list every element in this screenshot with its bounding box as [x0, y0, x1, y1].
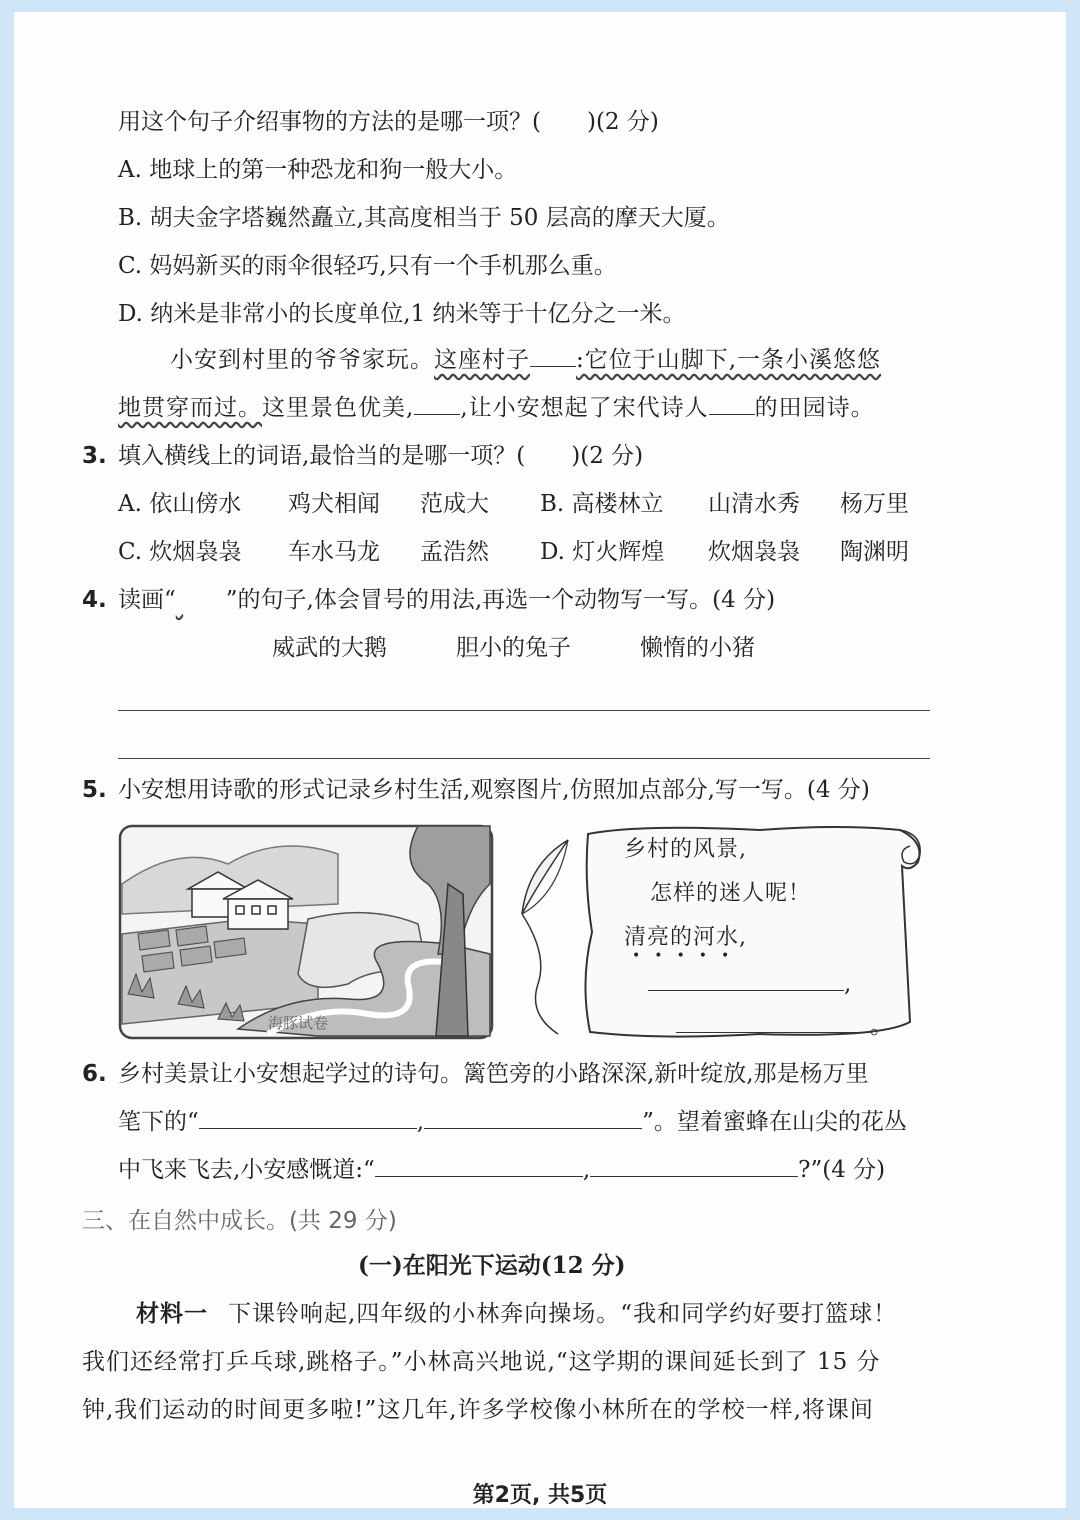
- material-label: 材料一: [136, 1300, 208, 1327]
- answer-blank[interactable]: [530, 346, 576, 367]
- q2-stem: 用这个句子介绍事物的方法的是哪一项？( )(2 分): [118, 109, 659, 135]
- q3-number: 3.: [82, 443, 107, 469]
- answer-line-2[interactable]: [118, 758, 930, 759]
- q4-choice-goose: 威武的大鹅: [272, 635, 387, 661]
- q3-option-d: D. 灯火辉煌: [540, 539, 665, 565]
- q6-line-1: 乡村美景让小安想起学过的诗句。篱笆旁的小路深深,新叶绽放,那是杨万里: [118, 1061, 869, 1087]
- q3-option-c: C. 炊烟袅袅: [118, 539, 242, 565]
- q3-option-c-word2: 车水马龙: [288, 539, 380, 565]
- passage-line-1: 小安到村里的爷爷家玩。这座村子 :它位于山脚下,一条小溪悠悠: [170, 347, 882, 373]
- exam-page: [14, 12, 1066, 1508]
- q3-option-d-poet: 陶渊明: [840, 539, 909, 565]
- q3-stem: 填入横线上的词语,最恰当的是哪一项？( )(2 分): [118, 443, 644, 469]
- q2-option-b: B. 胡夫金字塔巍然矗立,其高度相当于 50 层高的摩天大厦。: [118, 205, 730, 231]
- section-3-title: 三、在自然中成长。(共 29 分): [82, 1208, 397, 1234]
- scroll-line-1: 乡村的风景,: [624, 837, 747, 862]
- answer-blank[interactable]: [424, 1108, 642, 1129]
- answer-blank[interactable]: [414, 394, 460, 415]
- quill-feather-icon: [508, 834, 580, 1044]
- page-number: 第2页, 共5页: [472, 1483, 608, 1508]
- answer-blank[interactable]: [199, 1108, 417, 1129]
- q4-number: 4.: [82, 587, 107, 613]
- answer-blank[interactable]: [648, 970, 844, 991]
- q6-line-2: 笔下的“ , ”。望着蜜蜂在山尖的花丛: [118, 1109, 907, 1135]
- q4-choice-rabbit: 胆小的兔子: [456, 635, 571, 661]
- q6-line-3: 中飞来飞去,小安感慨道:“ , ?”(4 分): [118, 1157, 886, 1183]
- q3-option-d-word2: 炊烟袅袅: [708, 539, 800, 565]
- answer-blank[interactable]: [590, 1156, 798, 1177]
- answer-blank[interactable]: [709, 394, 755, 415]
- q3-option-b-poet: 杨万里: [840, 491, 909, 517]
- q3-option-a: A. 依山傍水: [118, 491, 242, 517]
- scroll-blank-1: ,: [648, 968, 851, 1000]
- emphasis-dots: •••••: [632, 948, 744, 964]
- material-1-line-1: 材料一 下课铃响起,四年级的小林奔向操场。“我和同学约好要打篮球！: [136, 1300, 898, 1327]
- q4-choice-pig: 懒惰的小猪: [640, 635, 755, 661]
- scroll-line-2: 怎样的迷人呢！: [650, 881, 812, 906]
- material-1-line-3: 钟,我们运动的时间更多啦!”这几年,许多学校像小林所在的学校一样,将课间: [82, 1397, 874, 1423]
- subsection-title: (一)在阳光下运动(12 分): [358, 1252, 626, 1279]
- q3-option-a-word2: 鸡犬相闻: [288, 491, 380, 517]
- q2-option-d: D. 纳米是非常小的长度单位,1 纳米等于十亿分之一米。: [118, 301, 686, 327]
- q5-number: 5.: [82, 777, 107, 803]
- passage-line-2: 地贯穿而过。这里景色优美, ,让小安想起了宋代诗人 的田园诗。: [118, 395, 875, 421]
- q3-option-b: B. 高楼林立: [540, 491, 664, 517]
- village-illustration: [118, 824, 494, 1040]
- answer-blank[interactable]: [676, 1012, 870, 1033]
- watermark-text: 海豚试卷: [268, 1014, 329, 1032]
- q6-number: 6.: [82, 1061, 107, 1087]
- scroll-blank-2: 。: [676, 1010, 893, 1042]
- q2-option-a: A. 地球上的第一种恐龙和狗一般大小。: [118, 157, 518, 183]
- scroll-line-3: 清亮的河水,: [624, 925, 747, 950]
- material-1-line-2: 我们还经常打乒乓球,跳格子。”小林高兴地说,“这学期的课间延长到了 15 分: [82, 1349, 881, 1375]
- q3-option-b-word2: 山清水秀: [708, 491, 800, 517]
- q5-stem: 小安想用诗歌的形式记录乡村生活,观察图片,仿照加点部分,写一写。(4 分): [118, 777, 870, 803]
- q3-option-c-poet: 孟浩然: [420, 539, 489, 565]
- wavy-underlined-sentence: 这座村子 :它位于山脚下,一条小溪悠悠: [434, 347, 882, 373]
- q4-stem: 读画“ ”的句子,体会冒号的用法,再选一个动物写一写。(4 分): [118, 584, 775, 616]
- answer-line-1[interactable]: [118, 710, 930, 711]
- q3-option-a-poet: 范成大: [420, 491, 489, 517]
- answer-blank[interactable]: [375, 1156, 583, 1177]
- wavy-mark: [176, 584, 226, 616]
- q2-option-c: C. 妈妈新买的雨伞很轻巧,只有一个手机那么重。: [118, 253, 617, 279]
